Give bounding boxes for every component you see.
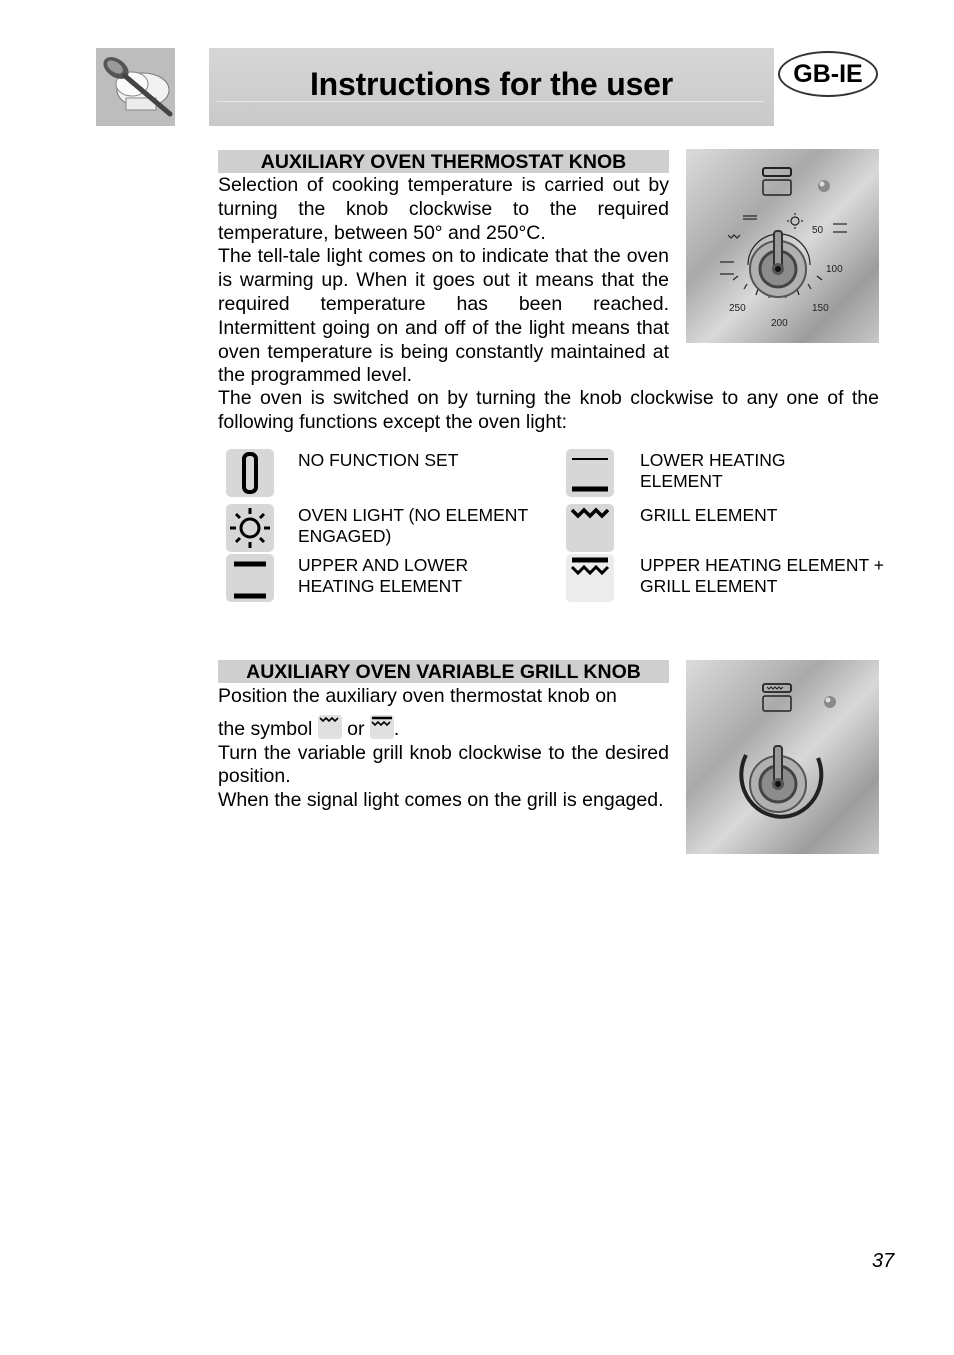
grill-description xyxy=(218,685,669,813)
scale-label: 150 xyxy=(812,303,829,314)
grill-symbol-icon xyxy=(318,715,342,739)
no-function-icon xyxy=(226,449,274,497)
oven-light-icon xyxy=(226,504,274,552)
thermostat-description xyxy=(218,174,669,388)
upper-heating-grill-icon xyxy=(566,554,614,602)
page-number: 37 xyxy=(872,1250,895,1272)
lower-heating-icon xyxy=(566,449,614,497)
header-bar xyxy=(209,48,774,126)
function-intro: The oven is switched on by turning the knob clockwise to any one of the following functions except the oven light: xyxy=(218,387,879,433)
paragraph: When the signal light comes on the grill is engaged. xyxy=(218,789,664,812)
region-badge: GB-IE xyxy=(778,51,878,97)
function-label: OVEN LIGHT (NO ELEMENT ENGAGED) xyxy=(298,505,528,546)
grill-icon xyxy=(566,504,614,552)
scale-label: 250 xyxy=(729,303,746,314)
paragraph: Selection of cooking temperature is carried out by turning the knob clockwise to the required temperature, between 50° and 250°C. xyxy=(218,174,669,244)
paragraph: The tell-tale light comes on to indicate that the oven is warming up. When it goes out it means that the required temperature has been reached. Intermittent going on and off of the light means that oven temperature is being constantly maintained at the programmed level. xyxy=(218,245,669,387)
inline-text: . xyxy=(393,717,400,740)
upper-lower-heating-icon xyxy=(226,554,274,602)
scale-label: 50 xyxy=(812,225,824,236)
function-label: NO FUNCTION SET xyxy=(298,450,459,470)
title-divider xyxy=(217,101,764,102)
scale-label: 200 xyxy=(771,318,788,329)
grill-knob-image xyxy=(686,660,879,854)
inline-text: or xyxy=(347,717,365,740)
inline-text: the symbol xyxy=(218,717,313,740)
spoon-chef-hat-icon xyxy=(96,48,175,126)
section-heading-grill: AUXILIARY OVEN VARIABLE GRILL KNOB xyxy=(218,660,669,683)
function-label: LOWER HEATING ELEMENT xyxy=(640,450,786,491)
section-heading-thermostat: AUXILIARY OVEN THERMOSTAT KNOB xyxy=(218,150,669,173)
scale-label: 100 xyxy=(826,264,843,275)
function-label: UPPER HEATING ELEMENT + GRILL ELEMENT xyxy=(640,555,884,596)
function-label: GRILL ELEMENT xyxy=(640,505,778,525)
logo xyxy=(96,48,175,126)
paragraph-symbol-line xyxy=(218,715,669,742)
paragraph: Turn the variable grill knob clockwise to the desired xyxy=(218,741,669,764)
paragraph: position. xyxy=(218,765,291,788)
page-title: Instructions for the user xyxy=(309,66,674,102)
thermostat-knob-image xyxy=(686,149,879,343)
paragraph: Position the auxiliary oven thermostat knob on xyxy=(218,685,617,707)
upper-grill-symbol-icon xyxy=(370,715,394,739)
function-label: UPPER AND LOWER HEATING ELEMENT xyxy=(298,555,469,596)
